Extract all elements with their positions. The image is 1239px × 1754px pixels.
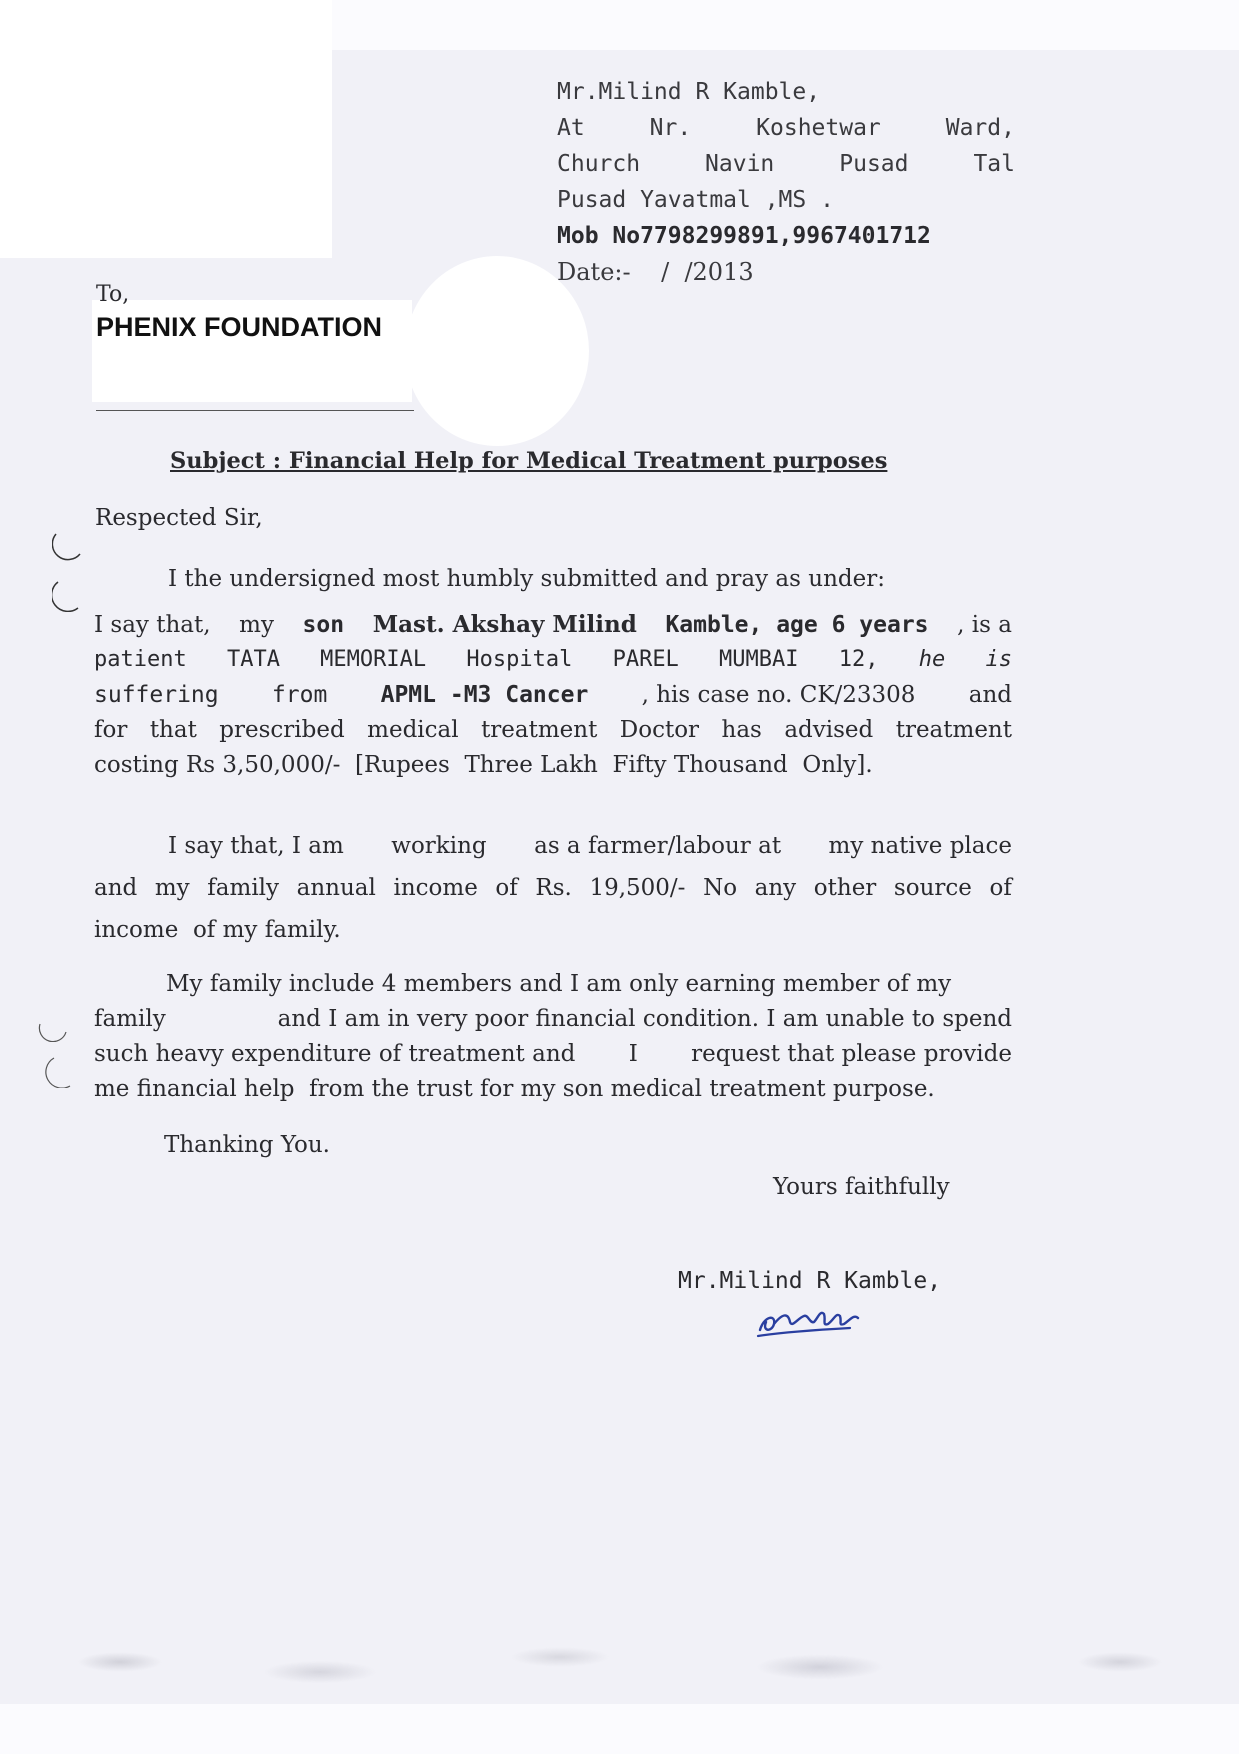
text-span: source <box>893 874 972 901</box>
punch-hole-icon <box>40 1056 72 1088</box>
text-span: prescribed <box>219 716 345 743</box>
text-span: MUMBAI <box>719 647 799 672</box>
paragraph-patient-details <box>94 607 1012 782</box>
text-span: for <box>94 716 128 743</box>
text-span: annual <box>296 874 376 901</box>
text-span: is <box>985 647 1012 672</box>
text-span: TATA <box>226 647 280 672</box>
text-line <box>94 642 1012 677</box>
text-span: my <box>239 611 274 638</box>
text-span: 19,500/- <box>589 874 686 901</box>
text-span: such heavy expenditure of treatment and <box>94 1040 576 1067</box>
punch-hole-icon <box>52 580 84 612</box>
text-line: costing Rs 3,50,000/- [Rupees Three Lakh Fifty Thousand Only]. <box>94 751 873 778</box>
punch-hole-icon <box>36 1010 68 1042</box>
scan-artifact <box>0 1612 1239 1712</box>
text-line <box>94 1036 1012 1071</box>
sender-name: Mr.Milind R Kamble, <box>557 79 821 105</box>
text-span: Doctor <box>619 716 700 743</box>
text-span: Hospital <box>466 647 573 672</box>
text-span: working <box>391 832 487 859</box>
text-span: treatment <box>895 716 1012 743</box>
text-span: I say that, I am <box>168 832 344 859</box>
text-line <box>94 712 1012 747</box>
text-span: PAREL <box>612 647 679 672</box>
text-span: has <box>721 716 762 743</box>
text-span: patient <box>94 647 187 672</box>
text-span: APML -M3 Cancer <box>380 681 589 708</box>
text-span: No <box>703 874 738 901</box>
address-word: Koshetwar <box>756 115 881 141</box>
address-line <box>557 110 1015 146</box>
text-span: of <box>989 874 1012 901</box>
text-span: and I am in very poor financial condition. I am unable to spend <box>277 1005 1012 1032</box>
address-word: Tal <box>973 151 1015 177</box>
text-span: I say that, <box>94 611 211 638</box>
text-span: medical <box>367 716 459 743</box>
punch-hole-icon <box>52 530 84 562</box>
text-span: as a farmer/labour at <box>534 832 782 859</box>
handwritten-signature <box>754 1296 864 1342</box>
sender-address <box>557 74 1015 290</box>
text-span: my <box>154 874 190 901</box>
text-span: son <box>302 611 345 638</box>
text-line <box>94 607 1012 642</box>
address-line: Pusad Yavatmal ,MS . <box>557 187 834 213</box>
text-line <box>94 828 1012 863</box>
signatory-name: Mr.Milind R Kamble, <box>678 1268 942 1294</box>
text-span: I <box>628 1040 638 1067</box>
text-span: and <box>94 874 138 901</box>
to-label: To, <box>96 282 130 307</box>
paragraph-income <box>94 828 1012 947</box>
text-span: income <box>393 874 478 901</box>
recipient-name: PHENIX FOUNDATION <box>96 312 383 342</box>
text-span: he <box>918 647 946 672</box>
address-word: Pusad <box>839 151 909 177</box>
address-word: Navin <box>705 151 775 177</box>
text-span: , is a <box>957 611 1012 638</box>
text-span: , his case no. CK/23308 <box>641 681 916 708</box>
address-word: Nr. <box>649 115 692 141</box>
text-span: treatment <box>481 716 598 743</box>
text-line: My family include 4 members and I am only earning member of my <box>166 970 952 997</box>
text-span: family <box>94 1005 166 1032</box>
divider-line <box>96 410 414 411</box>
text-span: Rs. <box>535 874 572 901</box>
text-span: MEMORIAL <box>320 647 427 672</box>
address-word: Church <box>557 151 641 177</box>
text-span: 12, <box>838 647 879 672</box>
text-span: and <box>968 681 1012 708</box>
text-span: request that please provide <box>691 1040 1012 1067</box>
salutation: Respected Sir, <box>95 505 263 531</box>
text-span: from <box>271 681 328 708</box>
text-span: my native place <box>828 832 1012 859</box>
text-line <box>94 1001 1012 1036</box>
text-span: family <box>207 874 280 901</box>
subject-line: Subject : Financial Help for Medical Treatment purposes <box>170 448 888 474</box>
text-span: suffering <box>94 681 219 708</box>
text-line <box>94 677 1012 712</box>
text-span: Kamble, age 6 years <box>665 611 929 638</box>
closing-thanks: Thanking You. <box>164 1132 330 1158</box>
address-word: At <box>557 115 585 141</box>
paragraph-request <box>94 966 1012 1106</box>
text-span: that <box>149 716 197 743</box>
text-line: income of my family. <box>94 916 341 943</box>
text-span: any <box>754 874 797 901</box>
text-span: of <box>495 874 518 901</box>
text-span: advised <box>784 716 874 743</box>
mobile-number: Mob No7798299891,9967401712 <box>557 223 931 249</box>
text-span: Mast. Akshay Milind <box>372 611 637 638</box>
redaction-patch <box>0 0 332 258</box>
date-line: Date:- / /2013 <box>557 258 754 286</box>
text-line <box>94 870 1012 905</box>
text-span: other <box>813 874 877 901</box>
address-word: Ward, <box>945 115 1015 141</box>
opening-paragraph: I the undersigned most humbly submitted and pray as under: <box>168 566 885 592</box>
text-line: me financial help from the trust for my son medical treatment purpose. <box>94 1075 935 1102</box>
address-line <box>557 146 1015 182</box>
closing-yours-faithfully: Yours faithfully <box>773 1174 950 1200</box>
